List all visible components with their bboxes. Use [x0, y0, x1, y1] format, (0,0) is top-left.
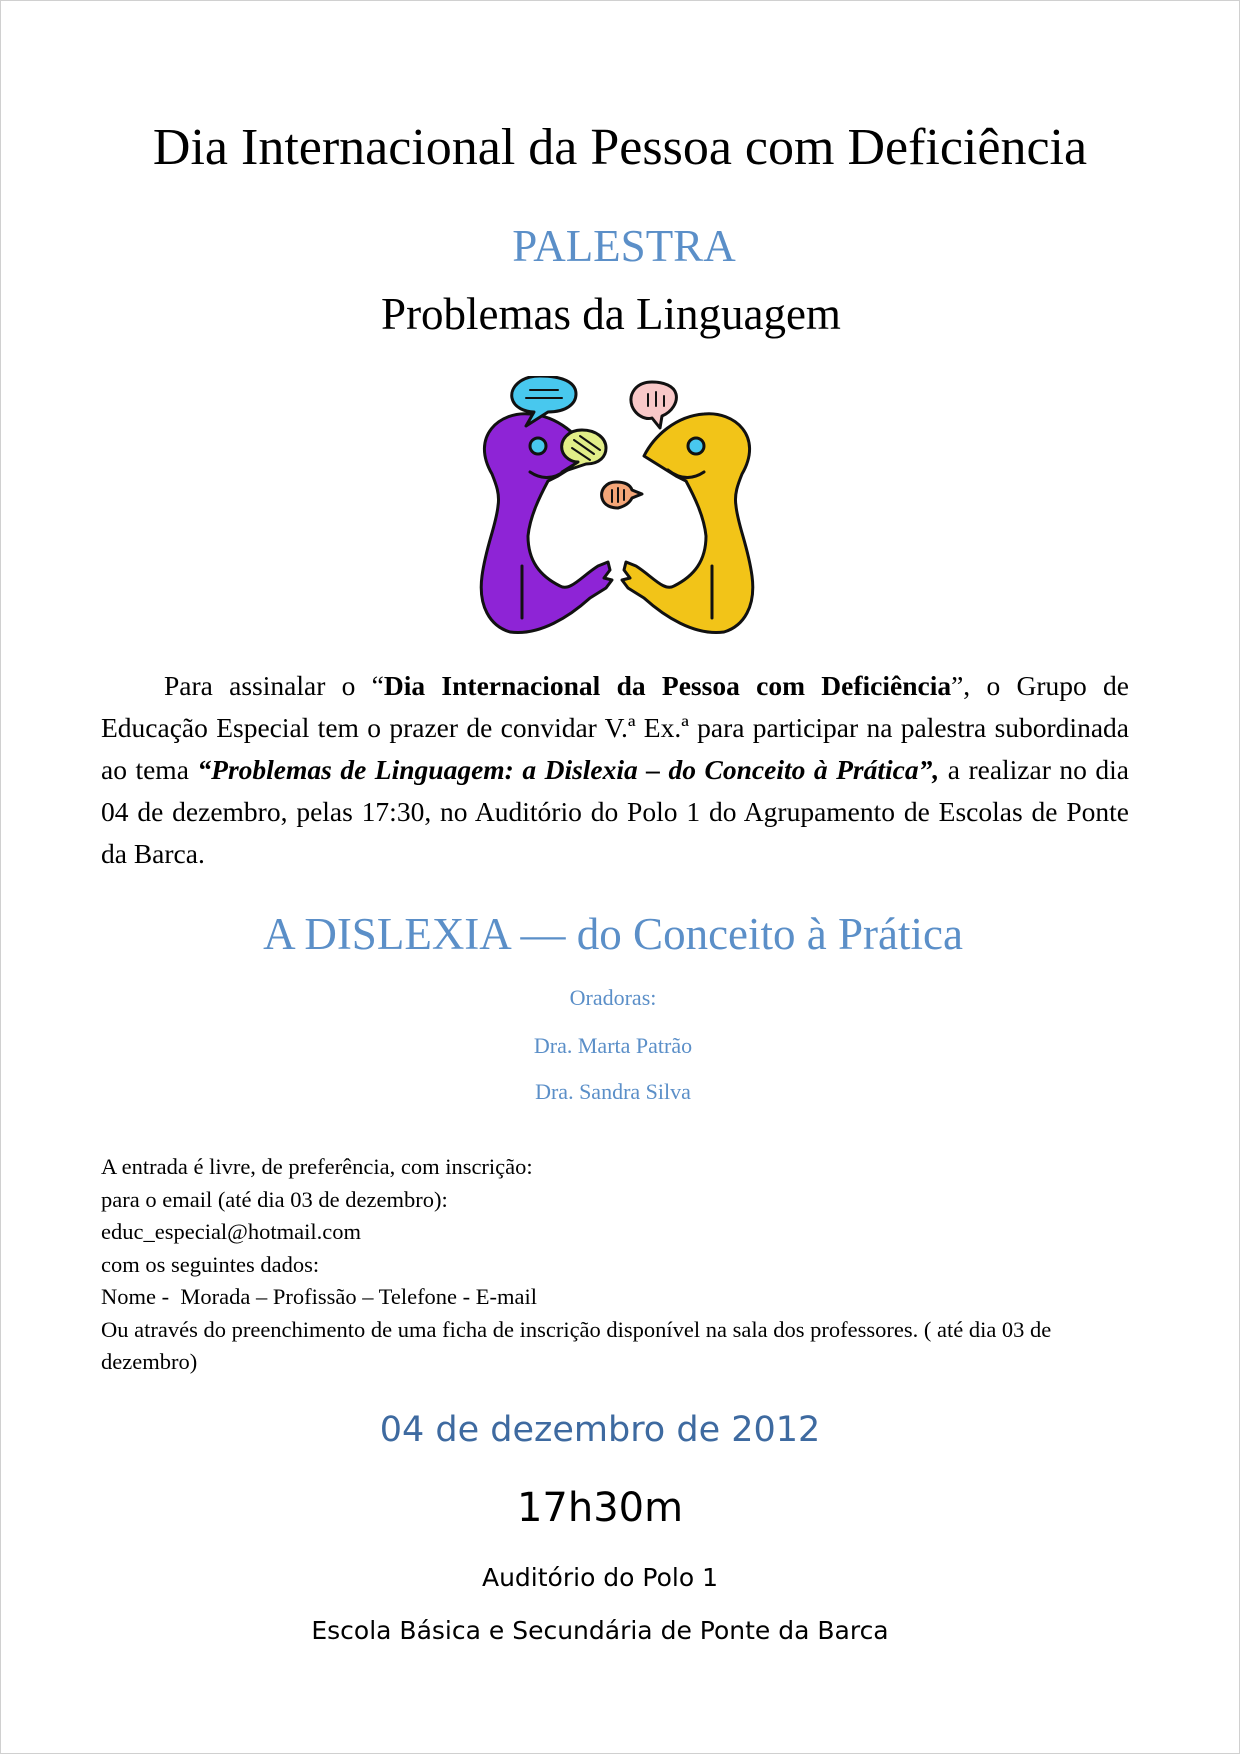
two-people-talking-illustration: [430, 376, 800, 656]
registration-fields: Nome - Morada – Profissão – Telefone - E-mail: [101, 1284, 538, 1309]
paragraph-text-2: ”, o Grupo de Educação Especial tem o prazer de convidar V.ª Ex.ª para participar na palestra subordinada ao tema: [101, 670, 1130, 785]
paragraph-event-name: Dia Internacional da Pessoa com Deficiência: [383, 670, 952, 701]
main-title: Dia Internacional da Pessoa com Deficiência: [152, 119, 1088, 176]
paragraph-theme: “Problemas de Linguagem: a Dislexia – do Conceito à Prática”,: [197, 754, 940, 785]
registration-info: [101, 1151, 1131, 1379]
right-person-eye: [688, 438, 704, 454]
registration-email: educ_especial@hotmail.com: [101, 1219, 362, 1244]
speech-bubble-pink: [631, 382, 676, 428]
speaker-name: Dra. Marta Patrão: [533, 1033, 693, 1058]
event-date: 04 de dezembro de 2012: [379, 1410, 821, 1450]
paragraph-text-3: a realizar no dia 04 de dezembro, pelas 17:30, no Auditório do Polo 1 do Agrupamento de Escolas de Ponte da Barca.: [101, 754, 1129, 869]
talk-subtitle: Problemas da Linguagem: [381, 289, 841, 339]
paragraph-text-1: Para assinalar o “: [164, 670, 384, 701]
speech-bubble-orange: [602, 482, 642, 508]
event-school: Escola Básica e Secundária de Ponte da Barca: [311, 1616, 889, 1645]
invitation-paragraph: [101, 665, 1129, 875]
registration-line: A entrada é livre, de preferência, com inscrição:: [101, 1154, 533, 1179]
registration-line: para o email (até dia 03 de dezembro):: [101, 1186, 448, 1212]
registration-line: com os seguintes dados:: [101, 1251, 320, 1277]
event-venue: Auditório do Polo 1: [481, 1563, 718, 1592]
event-time: 17h30m: [516, 1485, 684, 1531]
speaker-name: Dra. Sandra Silva: [535, 1079, 691, 1104]
palestra-label: PALESTRA: [512, 221, 736, 271]
left-person-eye: [530, 438, 546, 454]
registration-line: Ou através do preenchimento de uma ficha de inscrição disponível na sala dos professores. ( até dia 03 de dezembro): [101, 1316, 1057, 1374]
speakers-label: Oradoras:: [569, 985, 657, 1010]
section-heading: A DISLEXIA — do Conceito à Prática: [263, 909, 963, 959]
